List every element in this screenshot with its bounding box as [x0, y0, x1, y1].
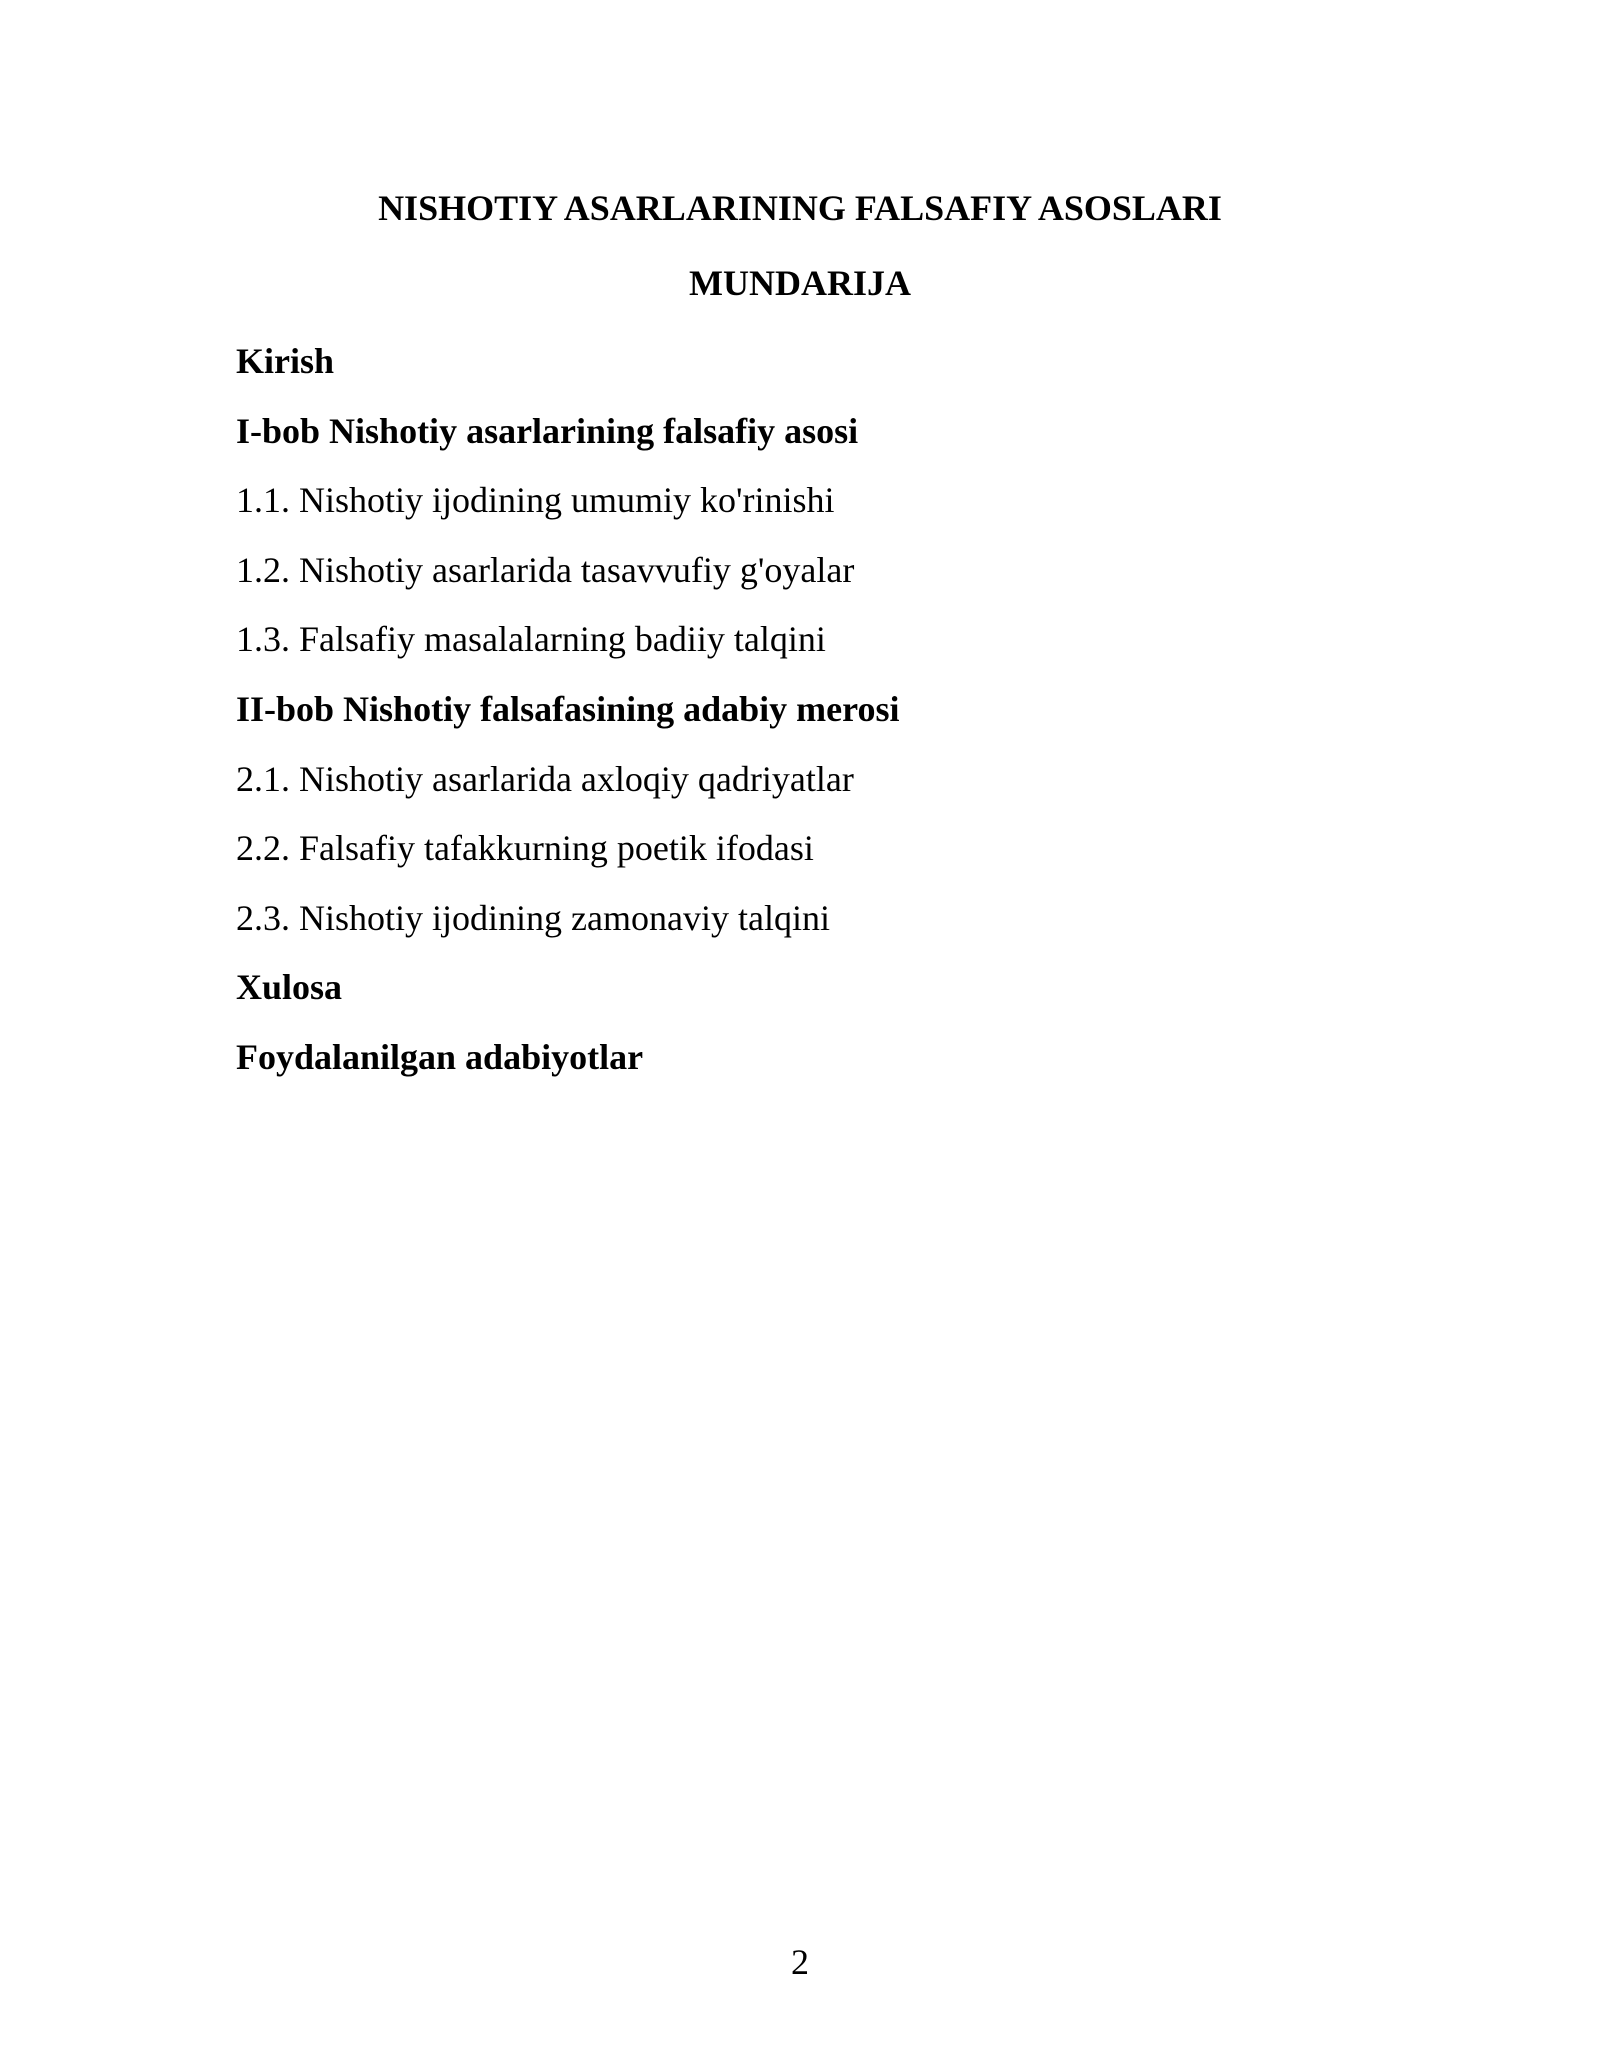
- toc-heading: MUNDARIJA: [689, 263, 911, 303]
- toc-item-section-2-3: 2.3. Nishotiy ijodining zamonaviy talqini: [236, 897, 830, 938]
- page-number: 2: [791, 1942, 809, 1982]
- toc-item-references: Foydalanilgan adabiyotlar: [236, 1036, 644, 1077]
- toc-item-introduction: Kirish: [236, 341, 335, 381]
- toc-item-chapter-1: I-bob Nishotiy asarlarining falsafiy asosi: [236, 410, 859, 451]
- toc-item-section-1-3: 1.3. Falsafiy masalalarning badiiy talqini: [236, 619, 826, 660]
- toc-item-section-1-2: 1.2. Nishotiy asarlarida tasavvufiy g'oyalar: [236, 549, 855, 590]
- toc-item-section-1-1: 1.1. Nishotiy ijodining umumiy ko'rinishi: [236, 480, 835, 521]
- toc-item-conclusion: Xulosa: [236, 967, 343, 1008]
- toc-item-section-2-1: 2.1. Nishotiy asarlarida axloqiy qadriyatlar: [236, 758, 854, 799]
- toc-item-section-2-2: 2.2. Falsafiy tafakkurning poetik ifodasi: [236, 828, 814, 869]
- table-of-contents: [236, 331, 1366, 1097]
- document-title: NISHOTIY ASARLARINING FALSAFIY ASOSLARI: [378, 188, 1222, 228]
- toc-item-chapter-2: II-bob Nishotiy falsafasining adabiy merosi: [236, 688, 900, 729]
